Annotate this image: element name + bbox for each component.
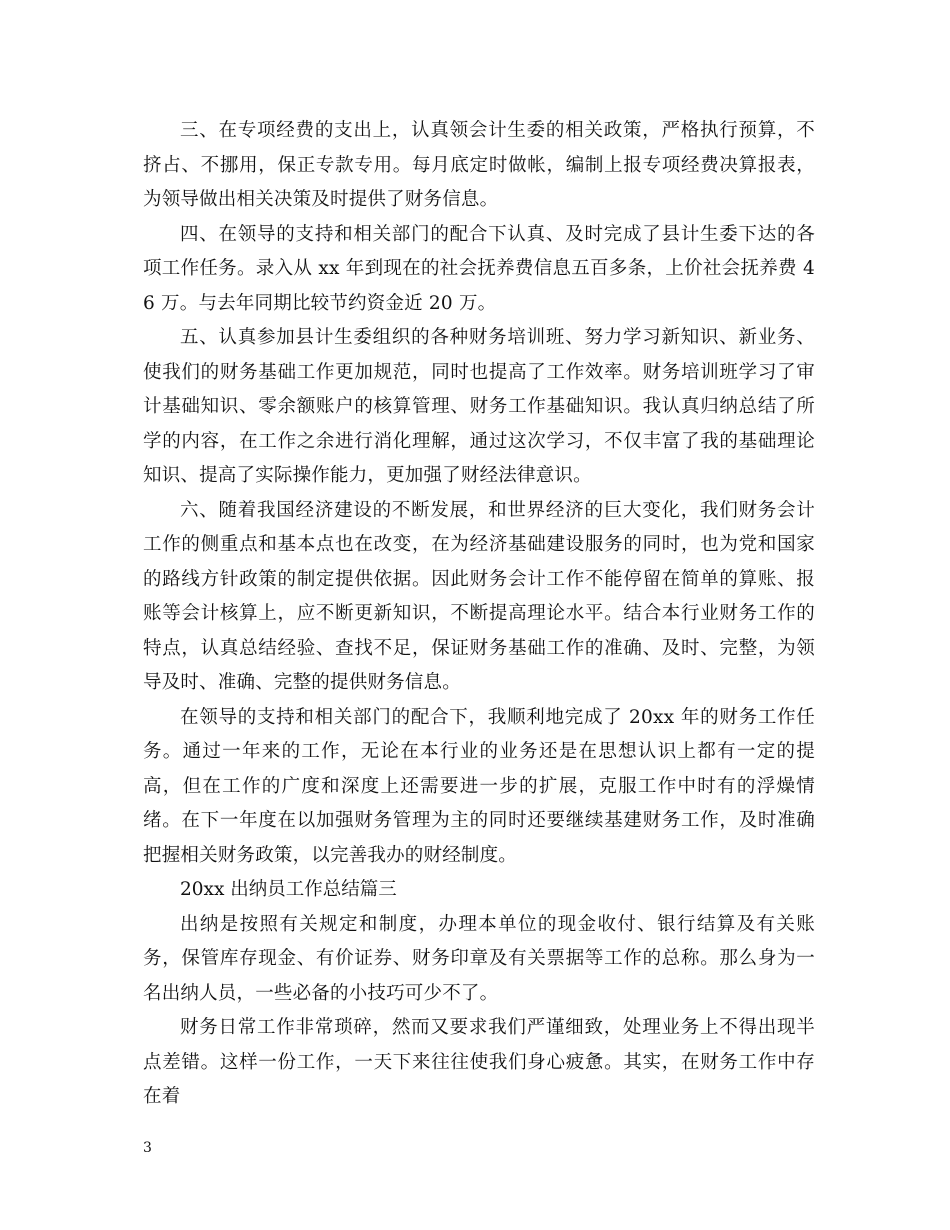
page-number: 3 <box>143 1140 152 1156</box>
section-heading: 20xx 出纳员工作总结篇三 <box>180 879 397 900</box>
paragraph-item-4: 四、在领导的支持和相关部门的配合下认真、及时完成了县计生委下达的各项工作任务。录入从 xx 年到现在的社会抚养费信息五百多条，上价社会抚养费 46 万。与去年同期比较节约资金近 20 万。 <box>143 223 815 314</box>
paragraph-item-5: 五、认真参加县计生委组织的各种财务培训班、努力学习新知识、新业务、使我们的财务基础工作更加规范，同时也提高了工作效率。财务培训班学习了审计基础知识、零余额账户的核算管理、财务工作基础知识。我认真归纳总结了所学的内容，在工作之余进行消化理解，通过这次学习，不仅丰富了我的基础理论知识、提高了实际操作能力，更加强了财经法律意识。 <box>143 327 815 486</box>
paragraph-item-3: 三、在专项经费的支出上，认真领会计生委的相关政策，严格执行预算，不挤占、不挪用，保正专款专用。每月底定时做帐，编制上报专项经费决算报表，为领导做出相关决策及时提供了财务信息。 <box>143 120 815 210</box>
paragraph-item-6: 六、随着我国经济建设的不断发展，和世界经济的巨大变化，我们财务会计工作的侧重点和基本点也在改变，在为经济基础建设服务的同时，也为党和国家的路线方针政策的制定提供依据。因此财务会计工作不能停留在简单的算账、报账等会计核算上，应不断更新知识，不断提高理论水平。结合本行业财务工作的特点，认真总结经验、查找不足，保证财务基础工作的准确、及时、完整，为领导及时、准确、完整的提供财务信息。 <box>143 499 815 693</box>
paragraph-daily-work: 财务日常工作非常琐碎，然而又要求我们严谨细致，处理业务上不得出现半点差错。这样一份工作，一天下来往往使我们身心疲惫。其实，在财务工作中存在着 <box>143 1017 815 1107</box>
paragraph-summary: 在领导的支持和相关部门的配合下，我顺利地完成了 20xx 年的财务工作任务。通过一年来的工作，无论在本行业的业务还是在思想认识上都有一定的提高，但在工作的广度和深度上还需要进一步的扩展，克服工作中时有的浮燥情绪。在下一年度在以加强财务管理为主的同时还要继续基建财务工作，及时准确把握相关财务政策，以完善我办的财经制度。 <box>143 706 815 866</box>
document-body <box>143 114 815 1115</box>
paragraph-cashier-definition: 出纳是按照有关规定和制度，办理本单位的现金收付、银行结算及有关账务，保管库存现金、有价证券、财务印章及有关票据等工作的总称。那么身为一名出纳人员，一些必备的小技巧可少不了。 <box>143 913 815 1004</box>
